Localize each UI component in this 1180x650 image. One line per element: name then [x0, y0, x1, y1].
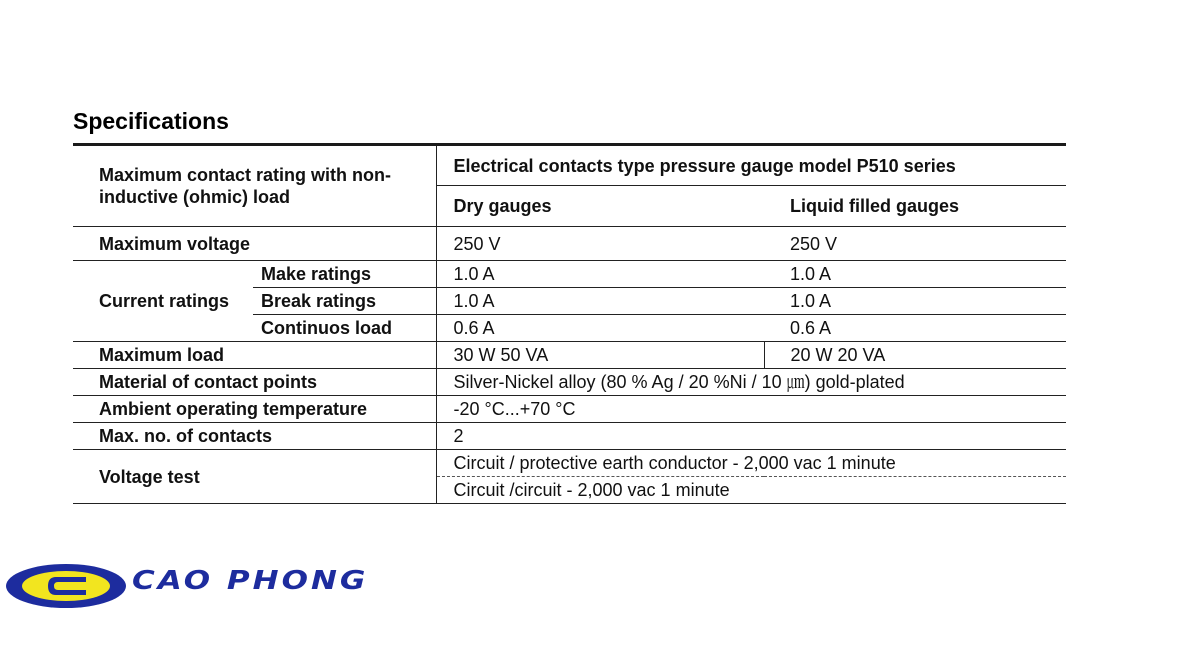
table-row [73, 369, 1066, 396]
cao-phong-logo [4, 562, 424, 612]
logo-text: CAO PHONG [132, 566, 369, 596]
table-row [73, 227, 1066, 261]
cell-value: 1.0 A [436, 261, 764, 288]
cell-value: 2 [436, 423, 1066, 450]
logo-emblem-icon [4, 562, 129, 610]
table-row [73, 423, 1066, 450]
specifications-table [73, 146, 1066, 504]
col-dry-gauges: Dry gauges [436, 186, 764, 227]
row-label: Current ratings [73, 261, 253, 342]
col-liquid-gauges: Liquid filled gauges [764, 186, 1066, 227]
table-row [73, 396, 1066, 423]
row-label: Voltage test [73, 450, 436, 504]
cell-value: Circuit / protective earth conductor - 2,000 vac 1 minute [436, 450, 1066, 477]
page-title: Specifications [73, 108, 229, 134]
cell-value: 250 V [764, 227, 1066, 261]
sub-row-label: Make ratings [253, 261, 436, 288]
table-row [73, 261, 1066, 288]
table-row [73, 450, 1066, 477]
cell-value: 1.0 A [436, 288, 764, 315]
table-row [73, 342, 1066, 369]
cell-value: -20 °C...+70 °C [436, 396, 1066, 423]
row-label: Material of contact points [73, 369, 436, 396]
header-row-label: Maximum contact rating with non-inductive (ohmic) load [73, 146, 436, 227]
cell-value: 1.0 A [764, 261, 1066, 288]
sub-row-label: Continuos load [253, 315, 436, 342]
model-header: Electrical contacts type pressure gauge model P510 series [436, 146, 1066, 186]
cell-value: 0.6 A [436, 315, 764, 342]
row-label: Ambient operating temperature [73, 396, 436, 423]
cell-value: Circuit /circuit - 2,000 vac 1 minute [436, 477, 1066, 504]
row-label: Maximum load [73, 342, 436, 369]
cell-value: 30 W 50 VA [436, 342, 764, 369]
table-row [73, 146, 1066, 186]
row-label: Max. no. of contacts [73, 423, 436, 450]
row-label: Maximum voltage [73, 227, 436, 261]
cell-value: 20 W 20 VA [764, 342, 1066, 369]
cell-value: 0.6 A [764, 315, 1066, 342]
cell-value: Silver-Nickel alloy (80 % Ag / 20 %Ni / 10 ㎛) gold-plated [436, 369, 1066, 396]
sub-row-label: Break ratings [253, 288, 436, 315]
cell-value: 1.0 A [764, 288, 1066, 315]
cell-value: 250 V [436, 227, 764, 261]
